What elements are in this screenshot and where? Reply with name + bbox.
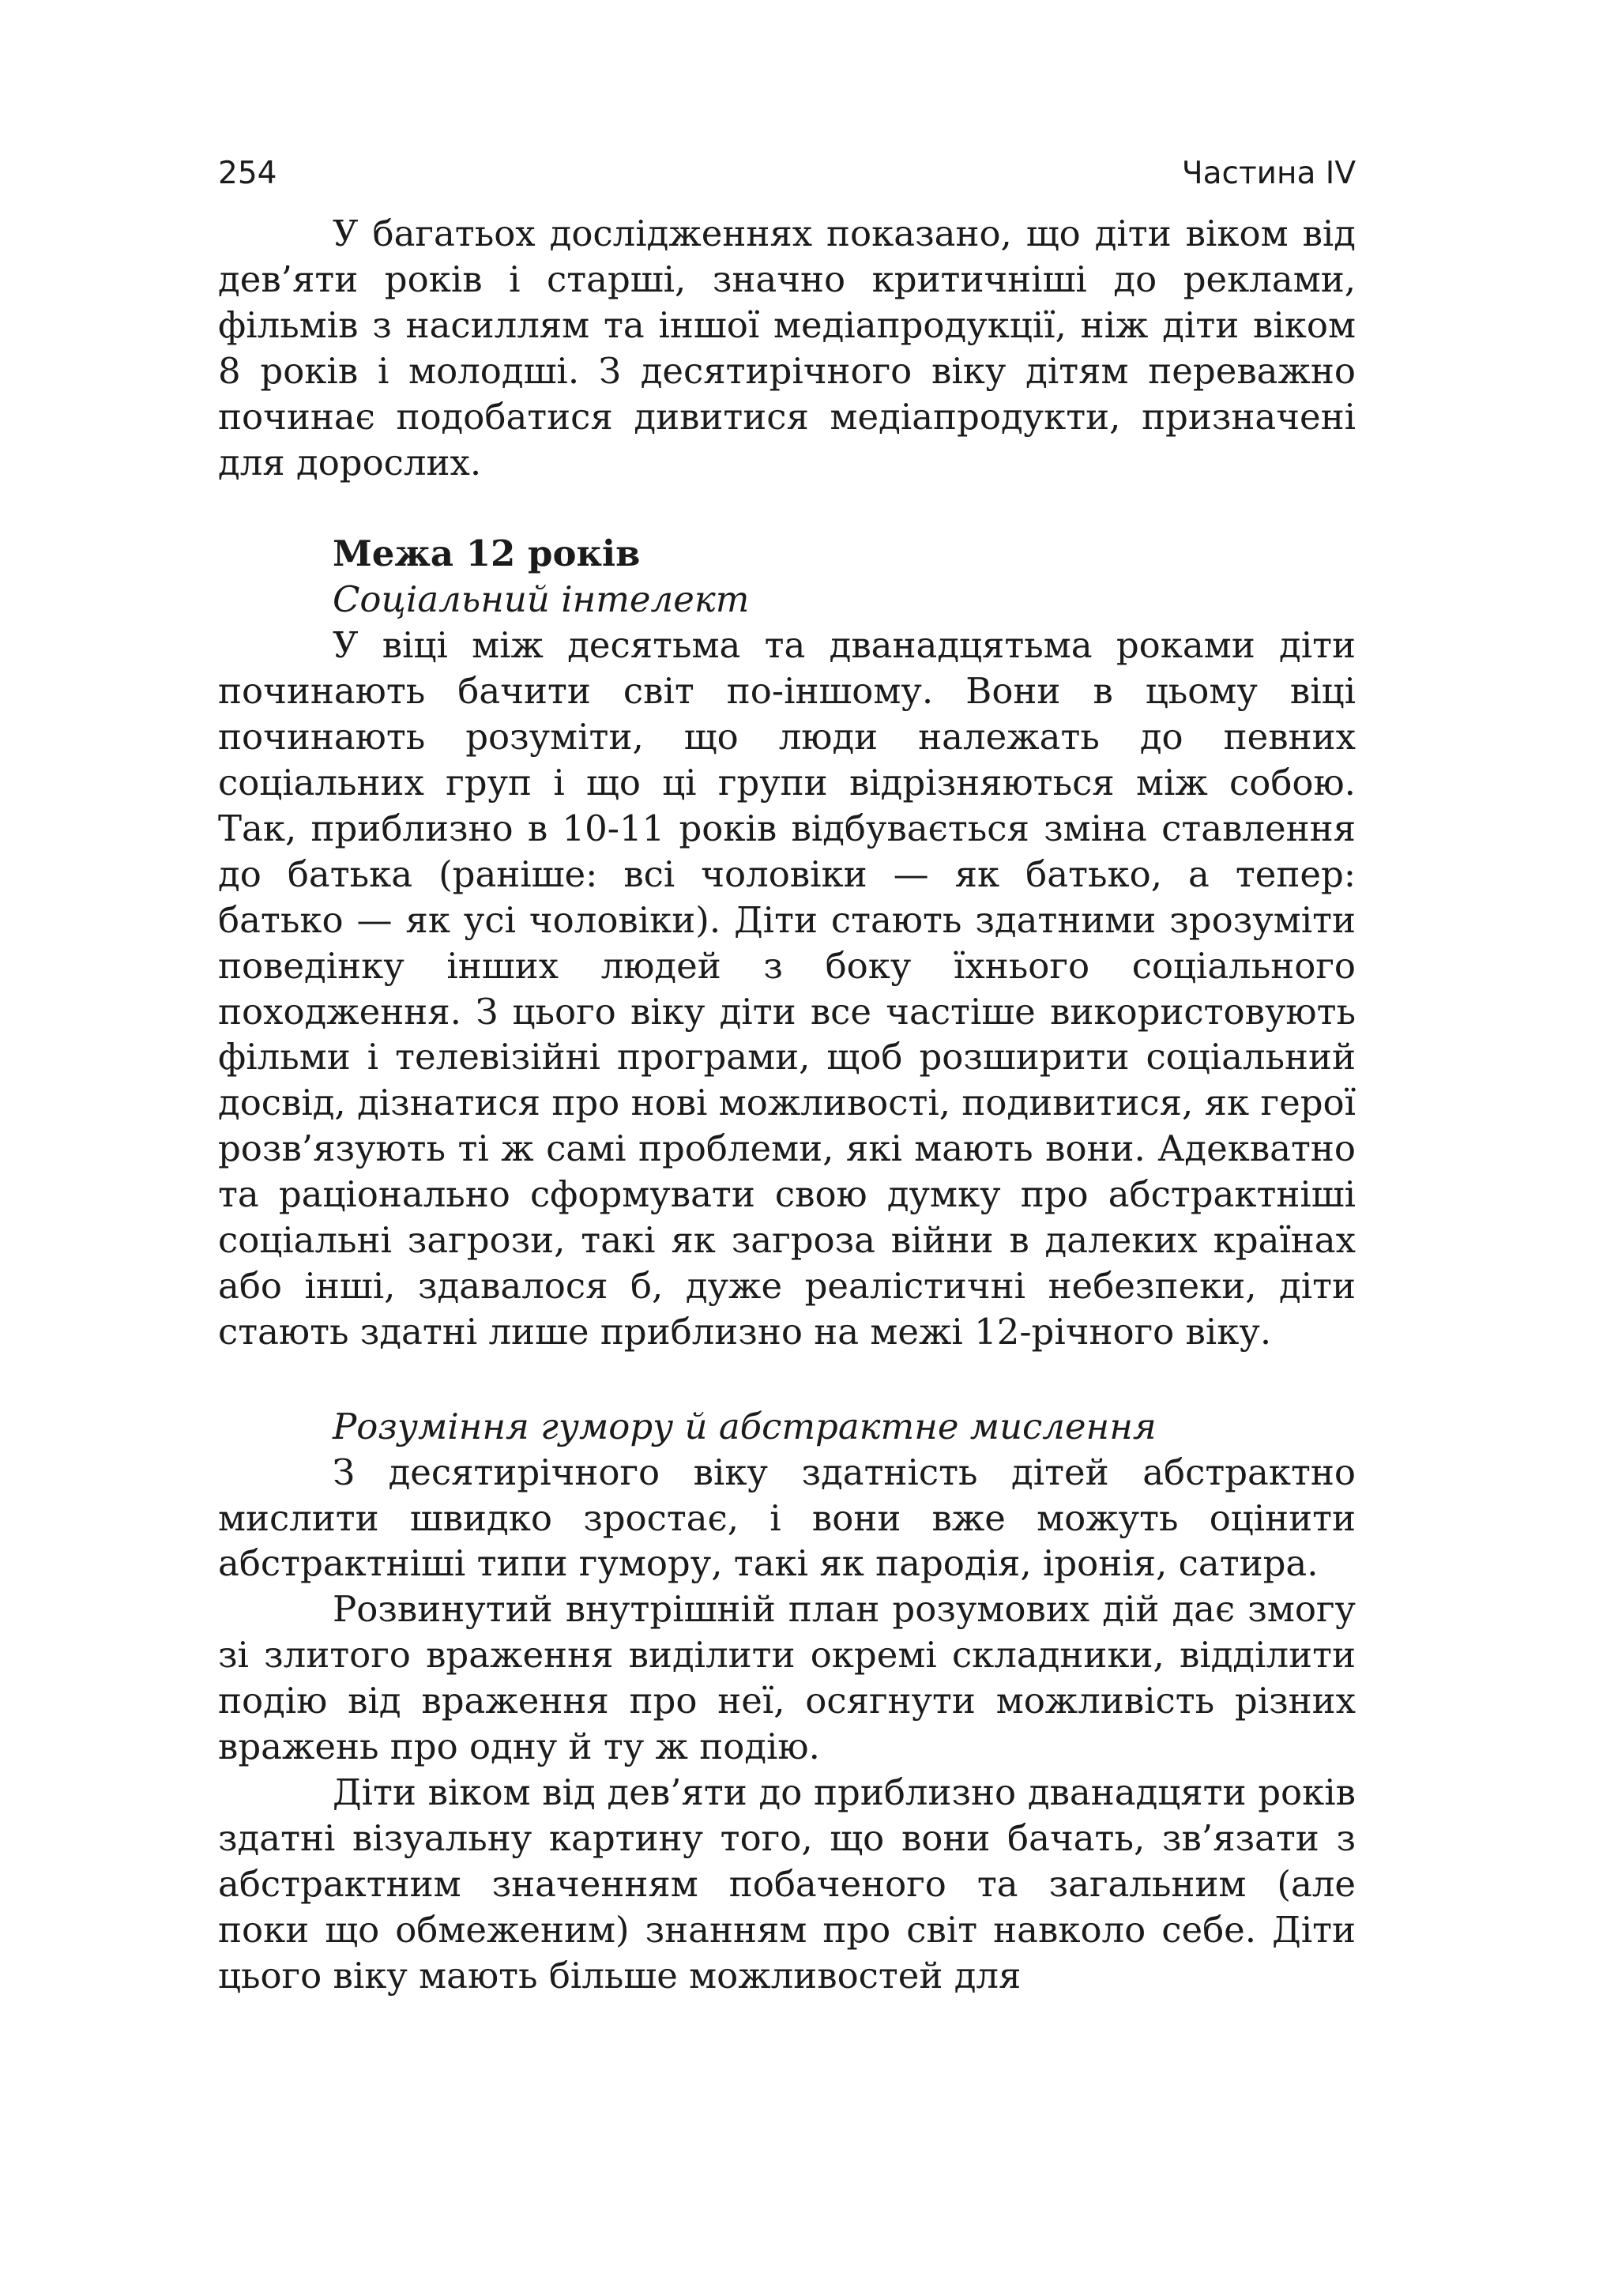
paragraph-social-intellect: У віці між десятьма та дванадцятьма роками діти починають бачити світ по-іншому. Вони в цьому віці починають розуміти, що люди належать до певних соціальних груп і що ці групи відрізняються між собою. Так, приблизно в 10-11 років відбувається зміна ставлення до батька (раніше: всі чоловіки — як батько, а тепер: батько — як усі чоловіки). Діти стають здатними зрозуміти поведінку інших людей з боку їхнього соціального походження. З цього віку діти все частіше використовують фільми і телевізійні програми, щоб розширити соціальний досвід, дізнатися про нові можливості, подивитися, як герої розв’язують ті ж самі проблеми, які мають вони. Адекватно та раціонально сформувати свою думку про абстрактніші соціальні загрози, такі як загроза війни в далеких країнах або інші, здавалося б, дуже реалістичні небезпеки, діти стають здатні лише приблизно на межі 12-річного віку. [218,624,1356,1353]
paragraph-intro: У багатьох дослідженнях показано, що діти віком від дев’яти років і старші, значно критичніші до реклами, фільмів з насиллям та іншої медіапродукції, ніж діти віком 8 років і молодші. З десятирічного віку дітям переважно починає подобатися дивитися медіапродукти, призначені для дорослих. [218,213,1356,484]
spacer [218,485,1356,531]
paragraph-humor: З десятирічного віку здатність дітей абстрактно мислити швидко зростає, і вони вже можуть оцінити абстрактніші типи гумору, такі як пародія, іронія, сатира. [218,1451,1356,1585]
section-title: Межа 12 років [333,533,641,575]
subsection-title-social-intellect: Соціальний інтелект [333,578,750,621]
spacer [218,1355,1356,1404]
body-text [218,211,1356,1999]
paragraph-mental-plan: Розвинутий внутрішній план розумових дій дає змогу зі злитого враження виділити окремі складники, відділити подію від враження про неї, осягнути можливість різних вражень про одну й ту ж подію. [218,1588,1356,1768]
running-head-part: Частина IV [1181,156,1356,191]
page-header [218,150,1356,198]
page-number: 254 [218,156,277,191]
paragraph-visual-picture: Діти віком від дев’яти до приблизно дванадцяти років здатні візуальну картину того, що вони бачать, зв’язати з абстрактним значенням побаченого та загальним (але поки що обмеженим) знанням про світ навколо себе. Діти цього віку мають більше можливостей для [218,1771,1356,1997]
subsection-title-humor: Розуміння гумору й абстрактне мислення [333,1405,1157,1447]
